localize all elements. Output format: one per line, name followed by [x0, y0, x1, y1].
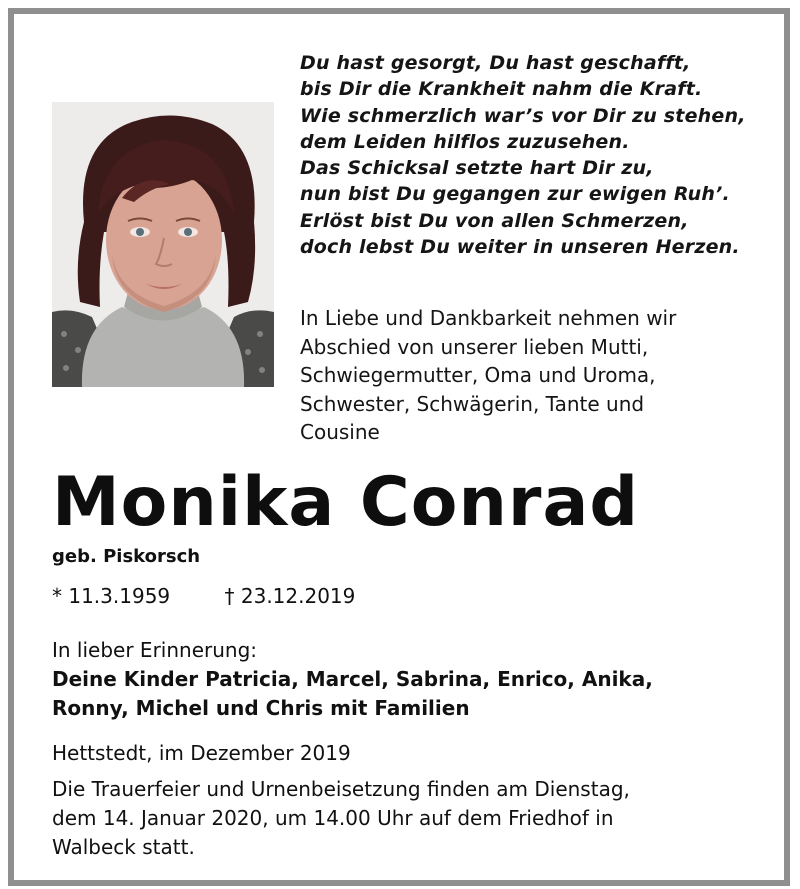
obituary-frame [8, 8, 790, 886]
farewell-line: Abschied von unserer lieben Mutti, [300, 334, 649, 359]
birth-name: geb. Piskorsch [52, 546, 201, 567]
poem-line: bis Dir die Krankheit nahm die Kraft. [300, 78, 703, 101]
farewell-text [300, 304, 770, 447]
funeral-line: dem 14. Januar 2020, um 14.00 Uhr auf dem Friedhof in [52, 806, 614, 830]
portrait-photo [52, 102, 274, 387]
memory-intro: In lieber Erinnerung: [52, 638, 258, 662]
mourners-line: Ronny, Michel und Chris mit Familien [52, 696, 470, 720]
funeral-line: Walbeck statt. [52, 835, 195, 859]
farewell-line: Schwester, Schwägerin, Tante und [300, 391, 645, 416]
poem-line: Erlöst bist Du von allen Schmerzen, [300, 209, 689, 232]
deceased-name: Monika Conrad [52, 463, 640, 542]
funeral-notice [52, 775, 772, 862]
funeral-line: Die Trauerfeier und Urnenbeisetzung finden am Dienstag, [52, 777, 630, 801]
birth-date: * 11.3.1959 [52, 584, 171, 608]
mourners-section [52, 636, 772, 723]
death-date: † 23.12.2019 [224, 584, 356, 608]
memorial-poem [300, 50, 780, 260]
farewell-line: Cousine [300, 420, 380, 444]
farewell-line: In Liebe und Dankbarkeit nehmen wir [300, 306, 677, 330]
life-dates [52, 582, 355, 610]
poem-line: Wie schmerzlich war’s vor Dir zu stehen, [300, 104, 746, 127]
place-and-date: Hettstedt, im Dezember 2019 [52, 741, 351, 765]
poem-line: dem Leiden hilflos zuzusehen. [300, 130, 630, 153]
mourners-line: Deine Kinder Patricia, Marcel, Sabrina, Enrico, Anika, [52, 667, 653, 691]
poem-line: nun bist Du gegangen zur ewigen Ruh’. [300, 183, 730, 206]
poem-line: Das Schicksal setzte hart Dir zu, [300, 157, 654, 180]
poem-line: doch lebst Du weiter in unseren Herzen. [300, 236, 740, 259]
farewell-line: Schwiegermutter, Oma und Uroma, [300, 363, 656, 387]
poem-line: Du hast gesorgt, Du hast geschafft, [300, 52, 691, 74]
